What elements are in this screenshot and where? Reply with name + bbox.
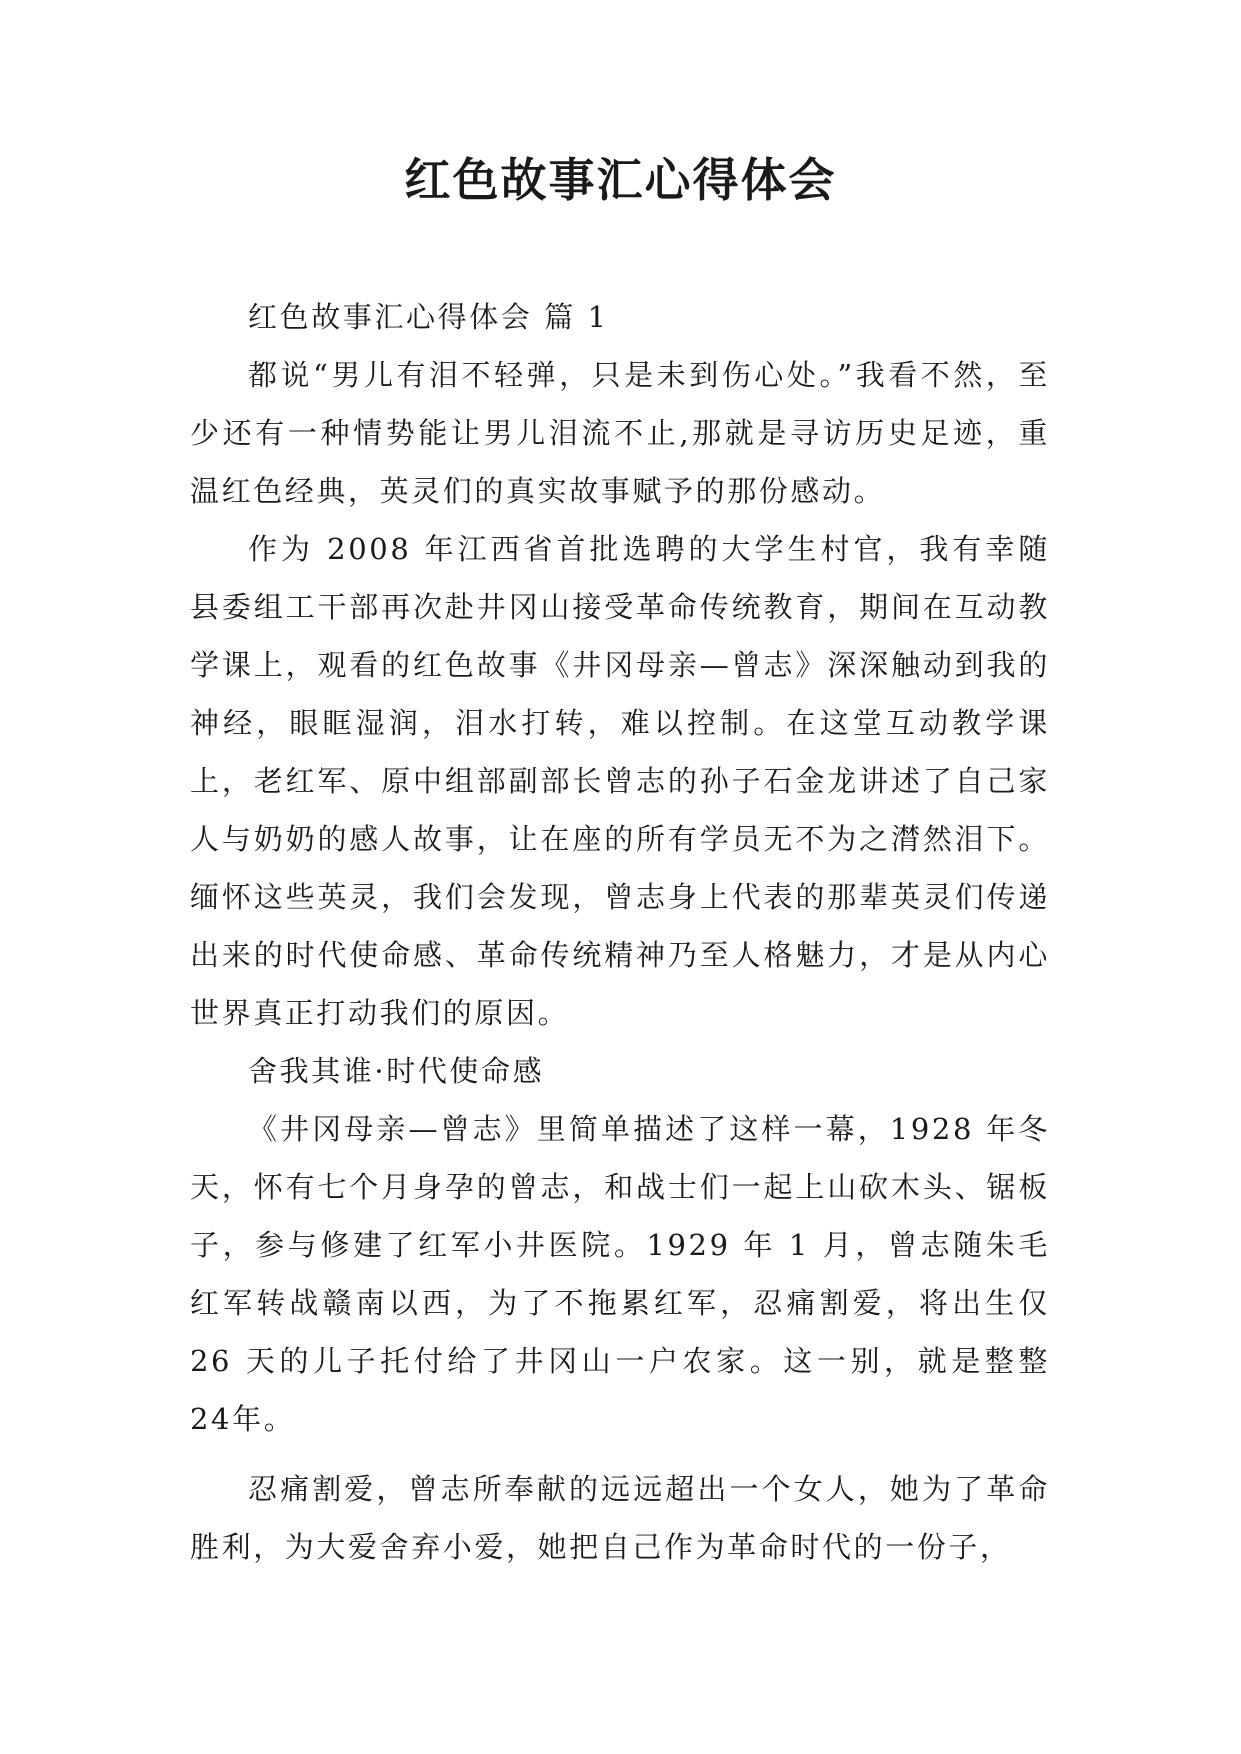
document-body: [190, 288, 1050, 1576]
paragraph-1: 都说“男儿有泪不轻弹，只是未到伤心处。”我看不然，至少还有一种情势能让男儿泪流不止,那就是寻访历史足迹，重温红色经典，英灵们的真实故事赋予的那份感动。: [190, 358, 1050, 508]
paragraph-2: 作为 2008 年江西省首批选聘的大学生村官，我有幸随县委组工干部再次赴井冈山接受革命传统教育，期间在互动教学课上，观看的红色故事《井冈母亲—曾志》深深触动到我的神经，眼眶湿润，泪水打转，难以控制。在这堂互动教学课上，老红军、原中组部副部长曾志的孙子石金龙讲述了自己家人与奶奶的感人故事，让在座的所有学员无不为之潸然泪下。缅怀这些英灵，我们会发现，曾志身上代表的那辈英灵们传递出来的时代使命感、革命传统精神乃至人格魅力，才是从内心世界真正打动我们的原因。: [190, 532, 1050, 1030]
subheading: 舍我其谁·时代使命感: [248, 1054, 545, 1088]
section-heading: 红色故事汇心得体会 篇 1: [248, 300, 609, 334]
paragraph-4: 忍痛割爱，曾志所奉献的远远超出一个女人，她为了革命胜利，为大爱舍弃小爱，她把自己作为革命时代的一份子，: [190, 1472, 1050, 1564]
paragraph-3: 《井冈母亲—曾志》里简单描述了这样一幕，1928 年冬天，怀有七个月身孕的曾志，和战士们一起上山砍木头、锯板子，参与修建了红军小井医院。1929 年 1 月，曾志随朱毛红军转战赣南以西，为了不拖累红军，忍痛割爱，将出生仅26 天的儿子托付给了井冈山一户农家。这一别，就是整整 24年。: [190, 1112, 1050, 1436]
document-title: 红色故事汇心得体会: [404, 153, 837, 207]
